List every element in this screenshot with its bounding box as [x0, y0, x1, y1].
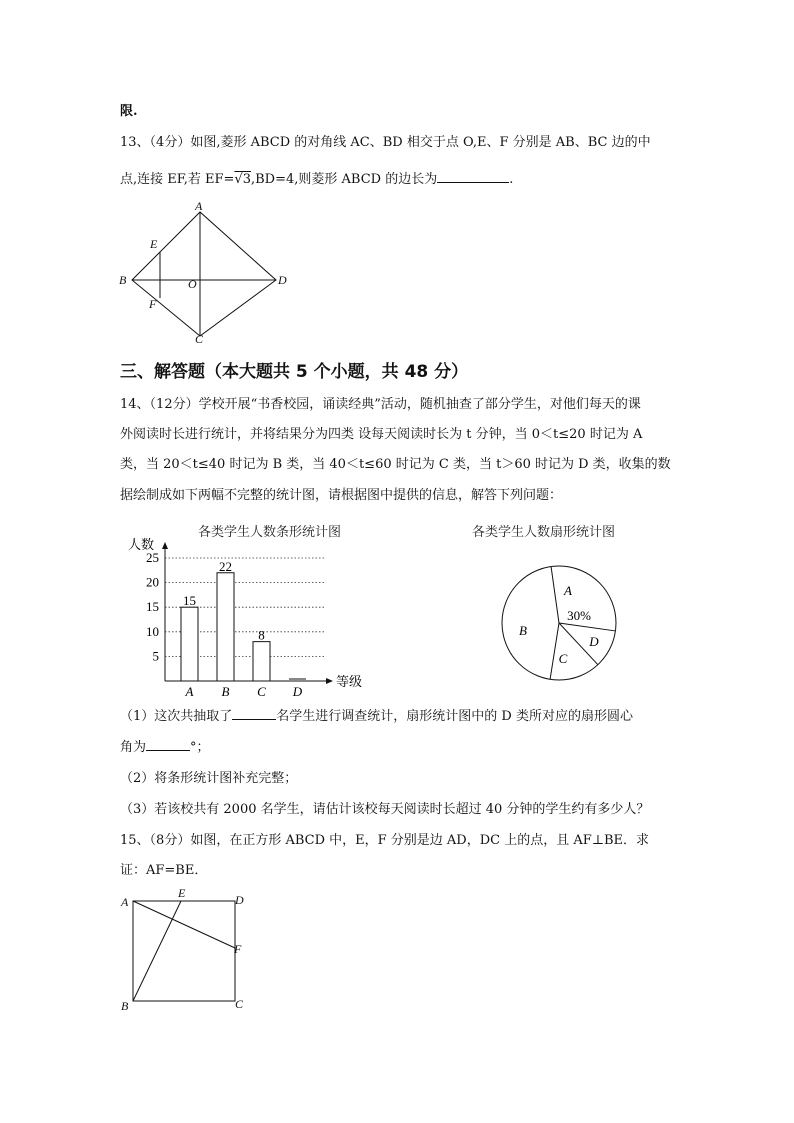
q14-1-text-a: （1）这次共抽取了	[120, 709, 233, 724]
rhombus-figure	[116, 198, 296, 346]
pie-slice-label: A	[564, 583, 572, 598]
rhombus-abcd	[132, 212, 276, 336]
label-F: F	[234, 942, 242, 956]
data-label: 8	[258, 627, 265, 643]
x-tick-label: C	[257, 684, 266, 696]
label-C: C	[235, 997, 244, 1011]
data-label: 15	[183, 593, 196, 609]
bar	[217, 573, 234, 681]
question-14-line-1: 14、（12分）学校开展“书香校园，诵读经典”活动，随机抽查了部分学生，对他们每天的课	[120, 397, 641, 412]
label-F: F	[149, 297, 157, 311]
question-15-line-2: 证：AF=BE．	[120, 863, 208, 878]
pie-slice-label: D	[589, 634, 599, 649]
y-tick-label: 5	[152, 648, 159, 664]
q13-text-c: .	[509, 172, 514, 187]
answer-blank-14-1b[interactable]	[146, 738, 190, 751]
label-E: E	[178, 886, 186, 900]
label-B: B	[119, 273, 127, 287]
label-C: C	[195, 332, 204, 346]
x-tick-label: D	[292, 684, 303, 696]
q14-1-text-d: °；	[190, 740, 210, 755]
pie-chart-title: 各类学生人数扇形统计图	[472, 525, 616, 540]
question-15-line-1: 15、（8分）如图，在正方形 ABCD 中，E，F 分别是边 AD，DC 上的点，且 AF⊥BE．求	[120, 833, 650, 848]
pie-slice-label: B	[519, 623, 527, 638]
question-14-part-1-line-1	[120, 707, 633, 726]
x-axis-arrow	[326, 678, 333, 684]
y-tick-label: 10	[146, 623, 159, 639]
question-14-line-2: 外阅读时长进行统计，并将结果分为四类 设每天阅读时长为 t 分钟，当 0＜t≤20 时记为 A	[120, 427, 643, 442]
label-D: D	[235, 893, 244, 907]
x-tick-label: A	[185, 684, 194, 696]
y-tick-label: 25	[146, 550, 159, 565]
answer-blank-14-1a[interactable]	[232, 707, 276, 720]
sqrt-3: √3	[234, 172, 251, 187]
q14-1-text-c: 角为	[120, 740, 147, 755]
q13-text-a: 点,连接 EF,若 EF=	[120, 172, 235, 187]
section-3-heading: 三、解答题（本大题共 5 个小题，共 48 分）	[120, 362, 469, 382]
square-abcd	[133, 901, 235, 1001]
text-line-continuation: 限.	[120, 104, 138, 119]
bar	[253, 642, 270, 681]
bar	[181, 607, 198, 681]
q13-text-b: ,BD=4,则菱形 ABCD 的边长为	[250, 172, 438, 187]
question-13-line-1: 13、（4分）如图,菱形 ABCD 的对角线 AC、BD 相交于点 O,E、F 分别是 AB、BC 边的中	[120, 135, 651, 150]
question-13-line-2	[120, 170, 513, 189]
question-14-part-3: （3）若该校共有 2000 名学生，请估计该校每天阅读时长超过 40 分钟的学生约有多少人？	[120, 802, 650, 817]
square-figure	[116, 884, 256, 1014]
label-O: O	[188, 277, 197, 291]
question-14-line-3: 类，当 20＜t≤40 时记为 B 类，当 40＜t≤60 时记为 C 类，当 t＞60 时记为 D 类，收集的数	[120, 457, 671, 472]
pie-slice-label: C	[558, 651, 568, 666]
data-label: 22	[219, 558, 232, 574]
label-A: A	[195, 199, 203, 213]
x-tick-label: B	[221, 684, 230, 696]
question-14-part-1-line-2	[120, 738, 210, 757]
label-E: E	[150, 237, 158, 251]
label-D: D	[278, 273, 287, 287]
q14-1-text-b: 名学生进行调查统计，扇形统计图中的 D 类所对应的扇形圆心	[276, 709, 633, 724]
bar-chart-title: 各类学生人数条形统计图	[198, 525, 342, 540]
segment-be	[133, 901, 181, 1001]
label-A: A	[121, 895, 129, 909]
answer-blank-13[interactable]	[437, 170, 509, 183]
label-B: B	[121, 999, 129, 1013]
x-axis-label: 等级	[336, 674, 363, 689]
y-axis-label: 人数	[128, 537, 155, 552]
y-tick-label: 15	[146, 599, 159, 615]
question-14-part-2: （2）将条形统计图补充完整；	[120, 771, 298, 786]
question-14-line-4: 据绘制成如下两幅不完整的统计图，请根据图中提供的信息，解答下列问题：	[120, 488, 563, 503]
pie-slice-percent: 30%	[567, 608, 591, 623]
segment-af	[133, 901, 235, 948]
pie-chart	[495, 560, 635, 694]
y-axis-arrow	[162, 542, 168, 549]
y-tick-label: 20	[146, 574, 159, 590]
bar-chart	[120, 536, 380, 696]
